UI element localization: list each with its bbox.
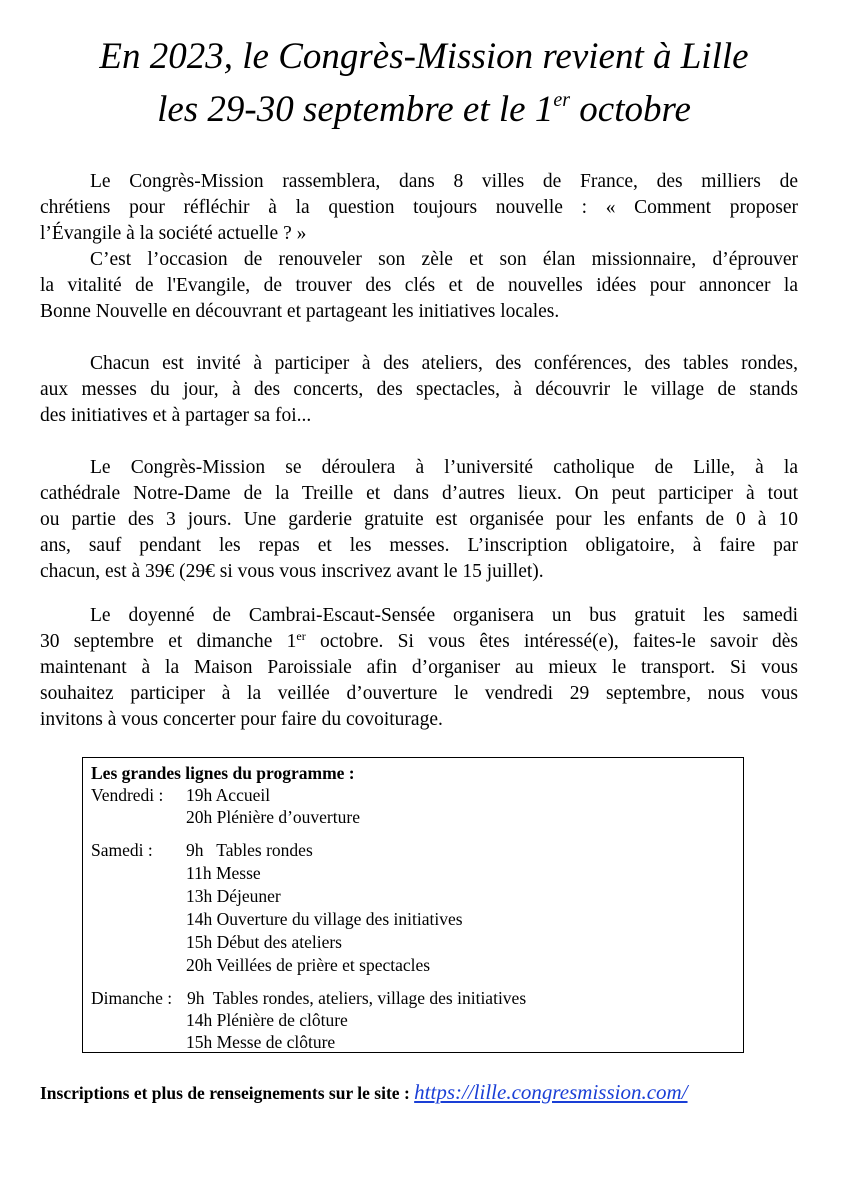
- title-line-2-text: les 29-30 septembre et le 1: [157, 89, 554, 130]
- program-day-samedi: Samedi :: [91, 840, 153, 860]
- program-item: 15h Messe de clôture: [186, 1032, 336, 1052]
- paragraph-line: Le doyenné de Cambrai-Escaut-Sensée organisera un bus gratuit les samedi: [90, 605, 798, 626]
- title-superscript: er: [553, 89, 571, 111]
- paragraph-line: Le Congrès-Mission se déroulera à l’université catholique de Lille, à la: [90, 457, 798, 478]
- paragraph-line: aux messes du jour, à des concerts, des spectacles, à découvrir le village de stands: [40, 379, 798, 400]
- program-item: 20h Plénière d’ouverture: [186, 807, 360, 827]
- program-item: 11h Messe: [186, 863, 261, 883]
- program-item: 9h Tables rondes, ateliers, village des initiatives: [187, 988, 527, 1008]
- footer-label: Inscriptions et plus de renseignements sur le site :: [40, 1083, 410, 1103]
- paragraph-line: l’Évangile à la société actuelle ? »: [40, 223, 307, 244]
- paragraph-line: Chacun est invité à participer à des ateliers, des conférences, des tables rondes,: [90, 353, 798, 374]
- paragraph-line: la vitalité de l'Evangile, de trouver des clés et de nouvelles idées pour annoncer la: [40, 275, 798, 296]
- bus-date-rest: octobre. Si vous êtes intéressé(e), faites-le savoir dès: [305, 631, 798, 652]
- program-box: [82, 757, 744, 1053]
- program-item: 9h Tables rondes: [186, 840, 313, 860]
- program-item: 13h Déjeuner: [186, 886, 281, 906]
- paragraph-line: des initiatives et à partager sa foi...: [40, 405, 312, 426]
- paragraph-line: chacun, est à 39€ (29€ si vous vous inscrivez avant le 15 juillet).: [40, 561, 544, 582]
- paragraph-invitation: [40, 351, 798, 429]
- bus-date-text: 30 septembre et dimanche 1: [40, 631, 297, 652]
- page-title-line-1: En 2023, le Congrès-Mission revient à Lille: [99, 36, 749, 77]
- paragraph-bus: [40, 603, 798, 733]
- paragraph-location: [40, 455, 798, 585]
- paragraph-line: [40, 629, 798, 655]
- paragraph-line: ou partie des 3 jours. Une garderie gratuite est organisée pour les enfants de 0 à 10: [40, 509, 798, 530]
- program-heading: Les grandes lignes du programme :: [91, 763, 355, 783]
- paragraph-line: cathédrale Notre-Dame de la Treille et dans d’autres lieux. On peut participer à tout: [40, 483, 798, 504]
- program-day-dimanche: Dimanche :: [91, 988, 173, 1008]
- program-item: 19h Accueil: [186, 785, 271, 805]
- bus-date-superscript: er: [296, 629, 306, 643]
- program-item: 14h Plénière de clôture: [186, 1010, 348, 1030]
- paragraph-line: invitons à vous concerter pour faire du covoiturage.: [40, 709, 443, 730]
- program-day-vendredi: Vendredi :: [91, 785, 164, 805]
- program-item: 14h Ouverture du village des initiatives: [186, 909, 463, 929]
- title-line-2-end: octobre: [570, 89, 691, 130]
- paragraph-line: chrétiens pour réfléchir à la question toujours nouvelle : « Comment proposer: [40, 197, 798, 218]
- paragraph-line: Bonne Nouvelle en découvrant et partageant les initiatives locales.: [40, 301, 560, 322]
- paragraph-line: maintenant à la Maison Paroissiale afin d’organiser au mieux le transport. Si vous: [40, 657, 798, 678]
- paragraph-line: ans, sauf pendant les repas et les messes. L’inscription obligatoire, à faire par: [40, 535, 798, 556]
- paragraph-line: C’est l’occasion de renouveler son zèle et son élan missionnaire, d’éprouver: [90, 249, 798, 270]
- paragraph-line: Le Congrès-Mission rassemblera, dans 8 villes de France, des milliers de: [90, 171, 798, 192]
- page-title-line-2: [0, 91, 848, 128]
- program-item: 20h Veillées de prière et spectacles: [186, 955, 431, 975]
- program-item: 15h Début des ateliers: [186, 932, 342, 952]
- footer: [40, 1080, 688, 1105]
- paragraph-intro: [40, 169, 798, 247]
- website-link[interactable]: https://lille.congresmission.com/: [414, 1080, 688, 1104]
- paragraph-line: souhaitez participer à la veillée d’ouverture le vendredi 29 septembre, nous vous: [40, 683, 798, 704]
- paragraph-occasion: [40, 247, 798, 325]
